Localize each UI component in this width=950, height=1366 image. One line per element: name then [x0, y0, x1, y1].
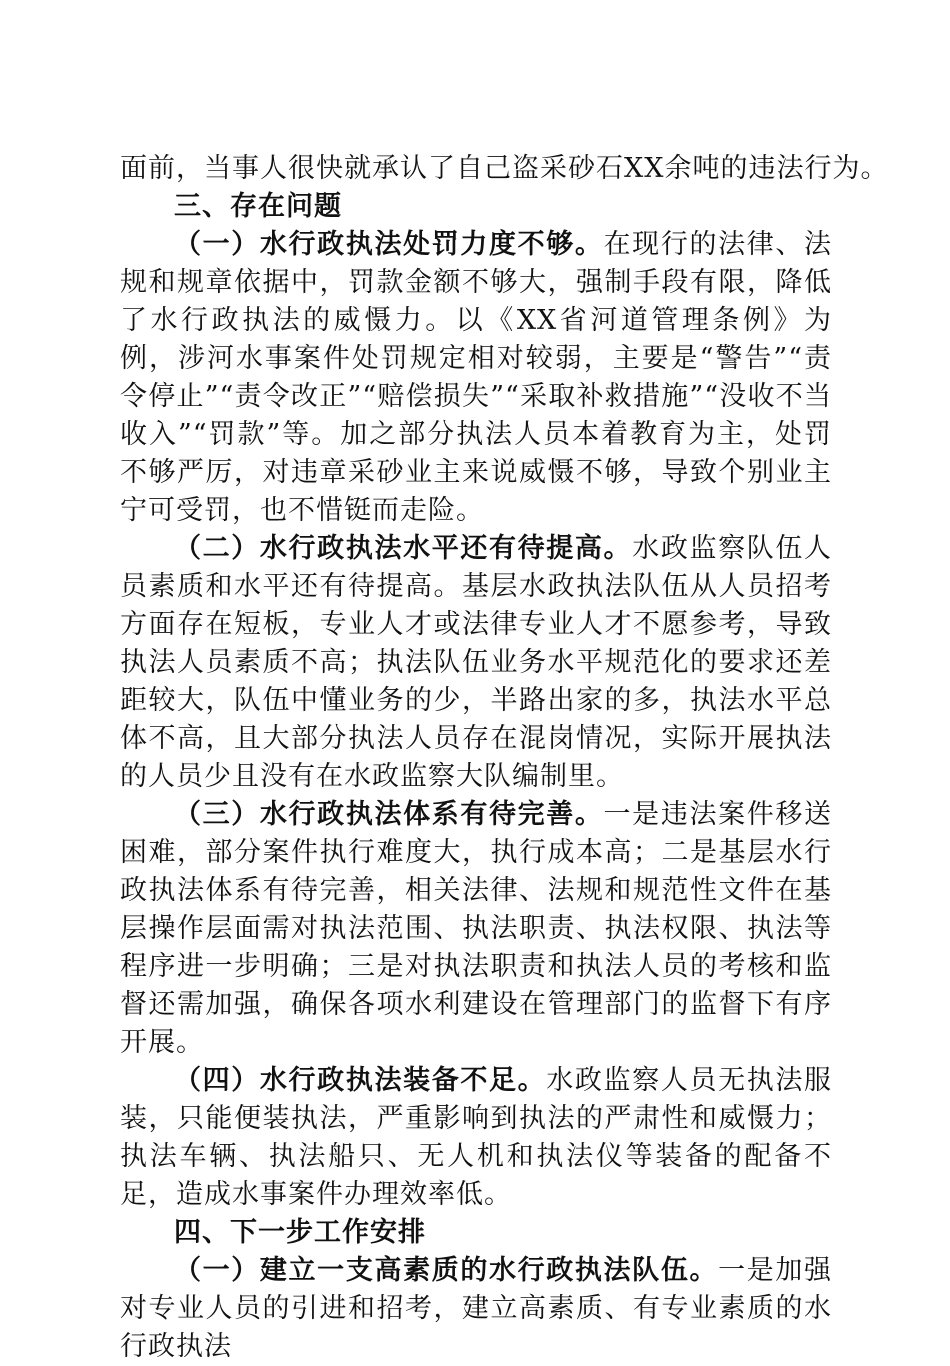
section-heading-next-steps: 四、下一步工作安排: [174, 1217, 426, 1248]
document-page: [120, 150, 889, 1366]
paragraph-lead: （四）水行政执法装备不足。: [174, 1065, 547, 1096]
paragraph-problem-3: [120, 796, 832, 1062]
paragraph-plan-1: [120, 1252, 832, 1366]
paragraph-lead: （一）建立一支高素质的水行政执法队伍。: [174, 1255, 719, 1286]
paragraph-body: 在现行的法律、法规和规章依据中，罚款金额不够大，强制手段有限，降低了水行政执法的威慑力。以《XX省河道管理条例》为例，涉河水事案件处罚规定相对较弱，主要是“警告”“责令停止”“责令改正”“赔偿损失”“采取补救措施”“没收不当收入”“罚款”等。加之部分执法人员本着教育为主，处罚不够严厉，对违章采砂业主来说威慑不够，导致个别业主宁可受罚，也不惜铤而走险。: [120, 229, 833, 526]
continuation-text: 面前，当事人很快就承认了自己盗采砂石XX余吨的违法行为。: [120, 153, 889, 184]
paragraph-lead: （三）水行政执法体系有待完善。: [174, 799, 604, 830]
paragraph-problem-1: [120, 226, 832, 530]
paragraph-body: 一是加强对专业人员的引进和招考，建立高素质、有专业素质的水行政执法: [120, 1255, 833, 1362]
paragraph-body: 水政监察人员无执法服装，只能便装执法，严重影响到执法的严肃性和威慑力；执法车辆、执法船只、无人机和执法仪等装备的配备不足，造成水事案件办理效率低。: [120, 1065, 833, 1210]
paragraph-lead: （二）水行政执法水平还有待提高。: [174, 533, 633, 564]
section-heading-problems: 三、存在问题: [174, 191, 342, 222]
paragraph-body: 一是违法案件移送困难，部分案件执行难度大，执行成本高；二是基层水行政执法体系有待完善，相关法律、法规和规范性文件在基层操作层面需对执法范围、执法职责、执法权限、执法等程序进一步明确；三是对执法职责和执法人员的考核和监督还需加强，确保各项水利建设在管理部门的监督下有序开展。: [120, 799, 833, 1058]
paragraph-problem-2: [120, 530, 832, 796]
paragraph-problem-4: [120, 1062, 832, 1214]
paragraph-body: 水政监察队伍人员素质和水平还有待提高。基层水政执法队伍从人员招考方面存在短板，专业人才或法律专业人才不愿参考，导致执法人员素质不高；执法队伍业务水平规范化的要求还差距较大，队伍中懂业务的少，半路出家的多，执法水平总体不高，且大部分执法人员存在混岗情况，实际开展执法的人员少且没有在水政监察大队编制里。: [120, 533, 833, 792]
paragraph-lead: （一）水行政执法处罚力度不够。: [174, 229, 604, 260]
